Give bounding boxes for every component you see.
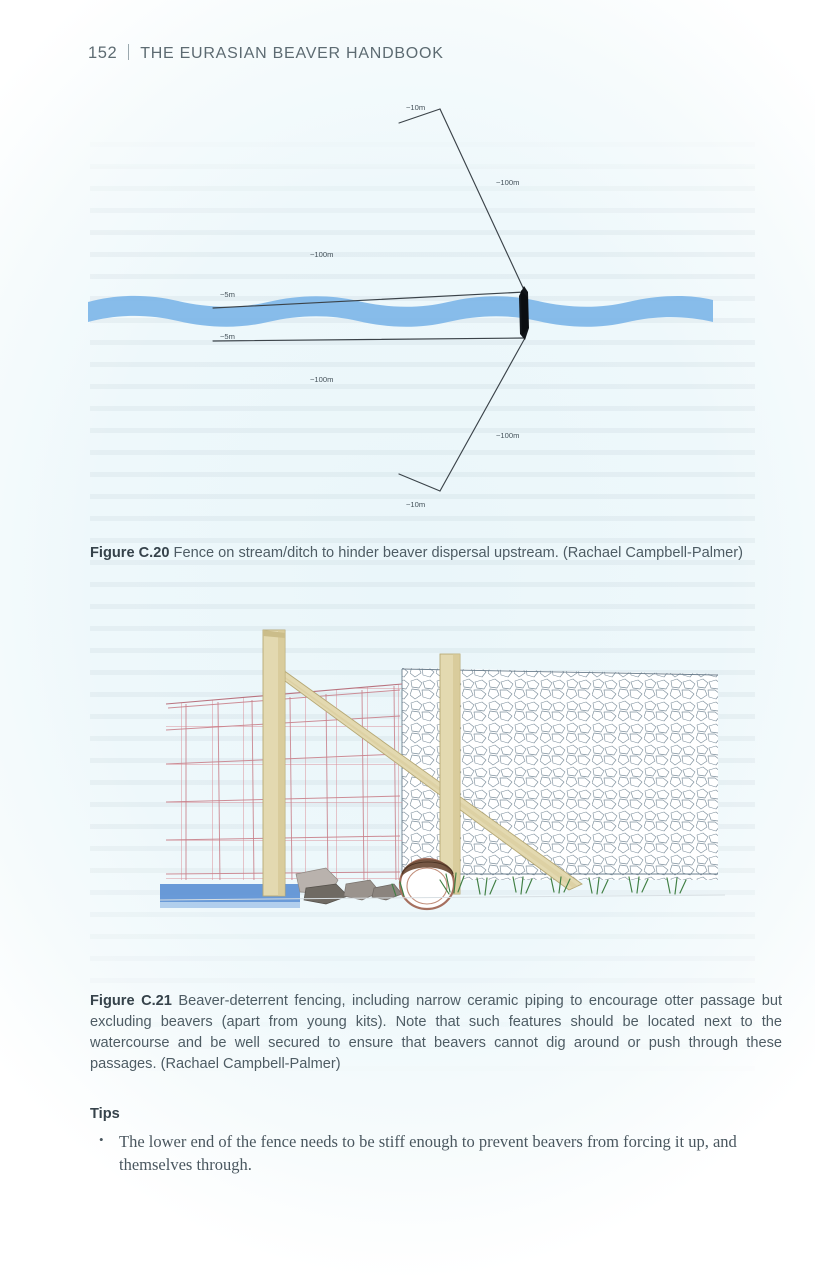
bullet-icon: • <box>99 1132 104 1147</box>
tip-text: The lower end of the fence needs to be stiff enough to prevent beavers from forcing it up, and themselves through. <box>119 1132 737 1175</box>
list-item <box>90 1130 784 1177</box>
figure-c21-svg <box>150 612 730 962</box>
figure-c20-caption <box>90 543 782 564</box>
timber-post-left <box>263 630 285 896</box>
figure-c21-image <box>150 612 730 962</box>
figure-c20-caption-text: Fence on stream/ditch to hinder beaver dispersal upstream. (Rachael Campbell-Palmer) <box>173 545 743 561</box>
timber-post-right <box>440 654 460 894</box>
figure-c21-label: Figure C.21 <box>90 993 172 1009</box>
dim-label-lower-tip: ~10m <box>406 500 426 509</box>
stream-fence-post <box>519 286 529 340</box>
dim-label-upper-tip: ~10m <box>406 103 426 112</box>
dim-label-lower-diagonal: ~100m <box>496 431 520 440</box>
tips-list <box>90 1130 784 1177</box>
page-number: 152 <box>88 44 118 62</box>
figure-c20-svg <box>88 96 728 521</box>
running-head-divider <box>128 44 129 60</box>
tips-heading: Tips <box>90 1106 120 1122</box>
stream-band <box>88 296 713 327</box>
dim-label-lower-stream-offset: ~5m <box>220 332 235 341</box>
dim-label-upper-bank: ~100m <box>310 250 334 259</box>
running-head <box>88 42 444 63</box>
dim-label-upper-diagonal: ~100m <box>496 178 520 187</box>
figure-c21-caption-text: Beaver-deterrent fencing, including narrow ceramic piping to encourage otter passage but excluding beavers (apart from young kits). Note that such features should be located next to the watercourse and be well secured to ensure that beavers cannot dig around or push through these passages. (Rachael Campbell-Palmer) <box>90 993 782 1073</box>
ceramic-pipe <box>400 859 454 909</box>
figure-c21-caption <box>90 991 782 1076</box>
figure-c20-label: Figure C.20 <box>90 545 170 561</box>
book-title: THE EURASIAN BEAVER HANDBOOK <box>140 45 444 62</box>
dim-label-lower-bank: ~100m <box>310 375 334 384</box>
figure-c20-image <box>88 96 728 521</box>
dim-label-upper-stream-offset: ~5m <box>220 290 235 299</box>
